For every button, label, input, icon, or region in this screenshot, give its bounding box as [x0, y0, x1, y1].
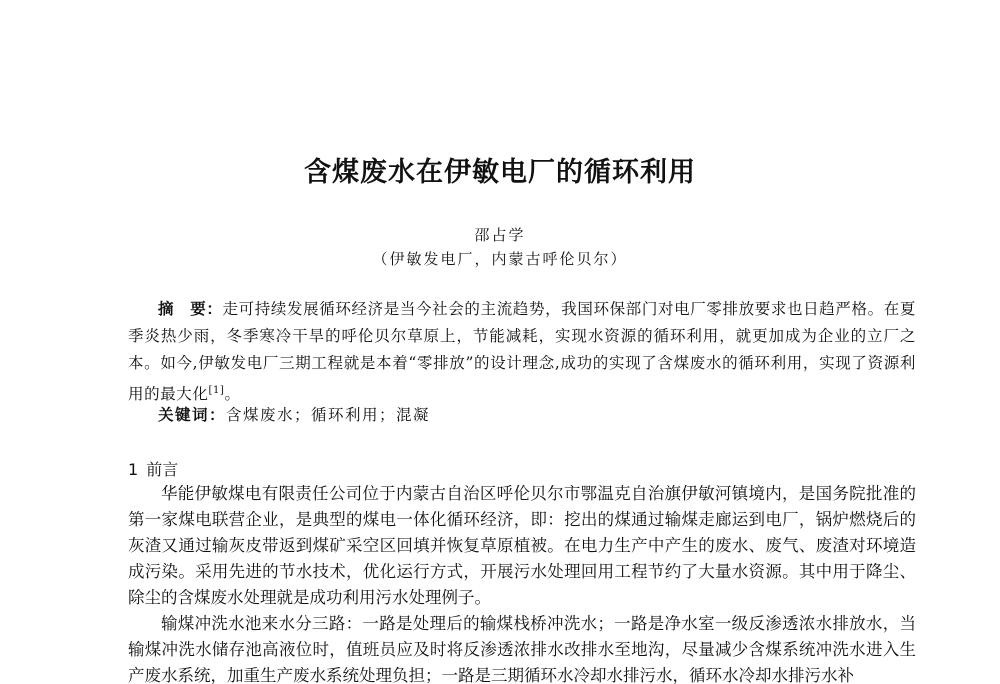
- author-affiliation: （伊敏发电厂，内蒙古呼伦贝尔）: [372, 250, 628, 268]
- body-paragraph: 输煤冲洗水池来水分三路：一路是处理后的输煤栈桥冲洗水；一路是净水室一级反渗透浓水排放水，当输煤冲洗水储存池高液位时，值班员应及时将反渗透浓排水改排水至地沟，尽量减少含煤系统冲洗水进入生产废水系统，加重生产废水系统处理负担；一路是三期循环水冷却水排污水，循环水冷却水排污水补: [128, 614, 916, 684]
- author-name: 邵占学: [474, 226, 526, 244]
- paper-title: 含煤废水在伊敏电厂的循环利用: [304, 157, 696, 188]
- section-number: 1: [128, 460, 139, 479]
- section-title: 前言: [146, 460, 179, 479]
- abstract-end: 。: [224, 385, 241, 404]
- section-heading: [128, 457, 178, 480]
- citation-marker[interactable]: [1]: [208, 385, 225, 396]
- abstract: [128, 296, 916, 408]
- keywords-text: 含煤废水；循环利用；混凝: [226, 406, 431, 424]
- body-paragraph: 华能伊敏煤电有限责任公司位于内蒙古自治区呼伦贝尔市鄂温克自治旗伊敏河镇境内，是国务院批准的第一家煤电联营企业，是典型的煤电一体化循环经济，即：挖出的煤通过输煤走廊运到电厂，锅炉燃烧后的灰渣又通过输灰皮带返到煤矿采空区回填并恢复草原植被。在电力生产中产生的废水、废气、废渣对环境造成污染。采用先进的节水技术，优化运行方式，开展污水处理回用工程节约了大量水资源。其中用于降尘、除尘的含煤废水处理就是成功利用污水处理例子。: [128, 484, 916, 607]
- abstract-label: 摘 要：: [158, 300, 223, 318]
- keywords-label: 关键词：: [158, 406, 227, 424]
- abstract-text: 走可持续发展循环经济是当今社会的主流趋势，我国环保部门对电厂零排放要求也日趋严格。在夏季炎热少雨，冬季寒冷干旱的呼伦贝尔草原上，节能减耗，实现水资源的循环利用，就更加成为企业的立厂之本。如今,伊敏发电厂三期工程就是本着“零排放”的设计理念,成功的实现了含煤废水的循环利用，实现了资源利用的最大化: [128, 300, 916, 404]
- keywords: [158, 403, 430, 425]
